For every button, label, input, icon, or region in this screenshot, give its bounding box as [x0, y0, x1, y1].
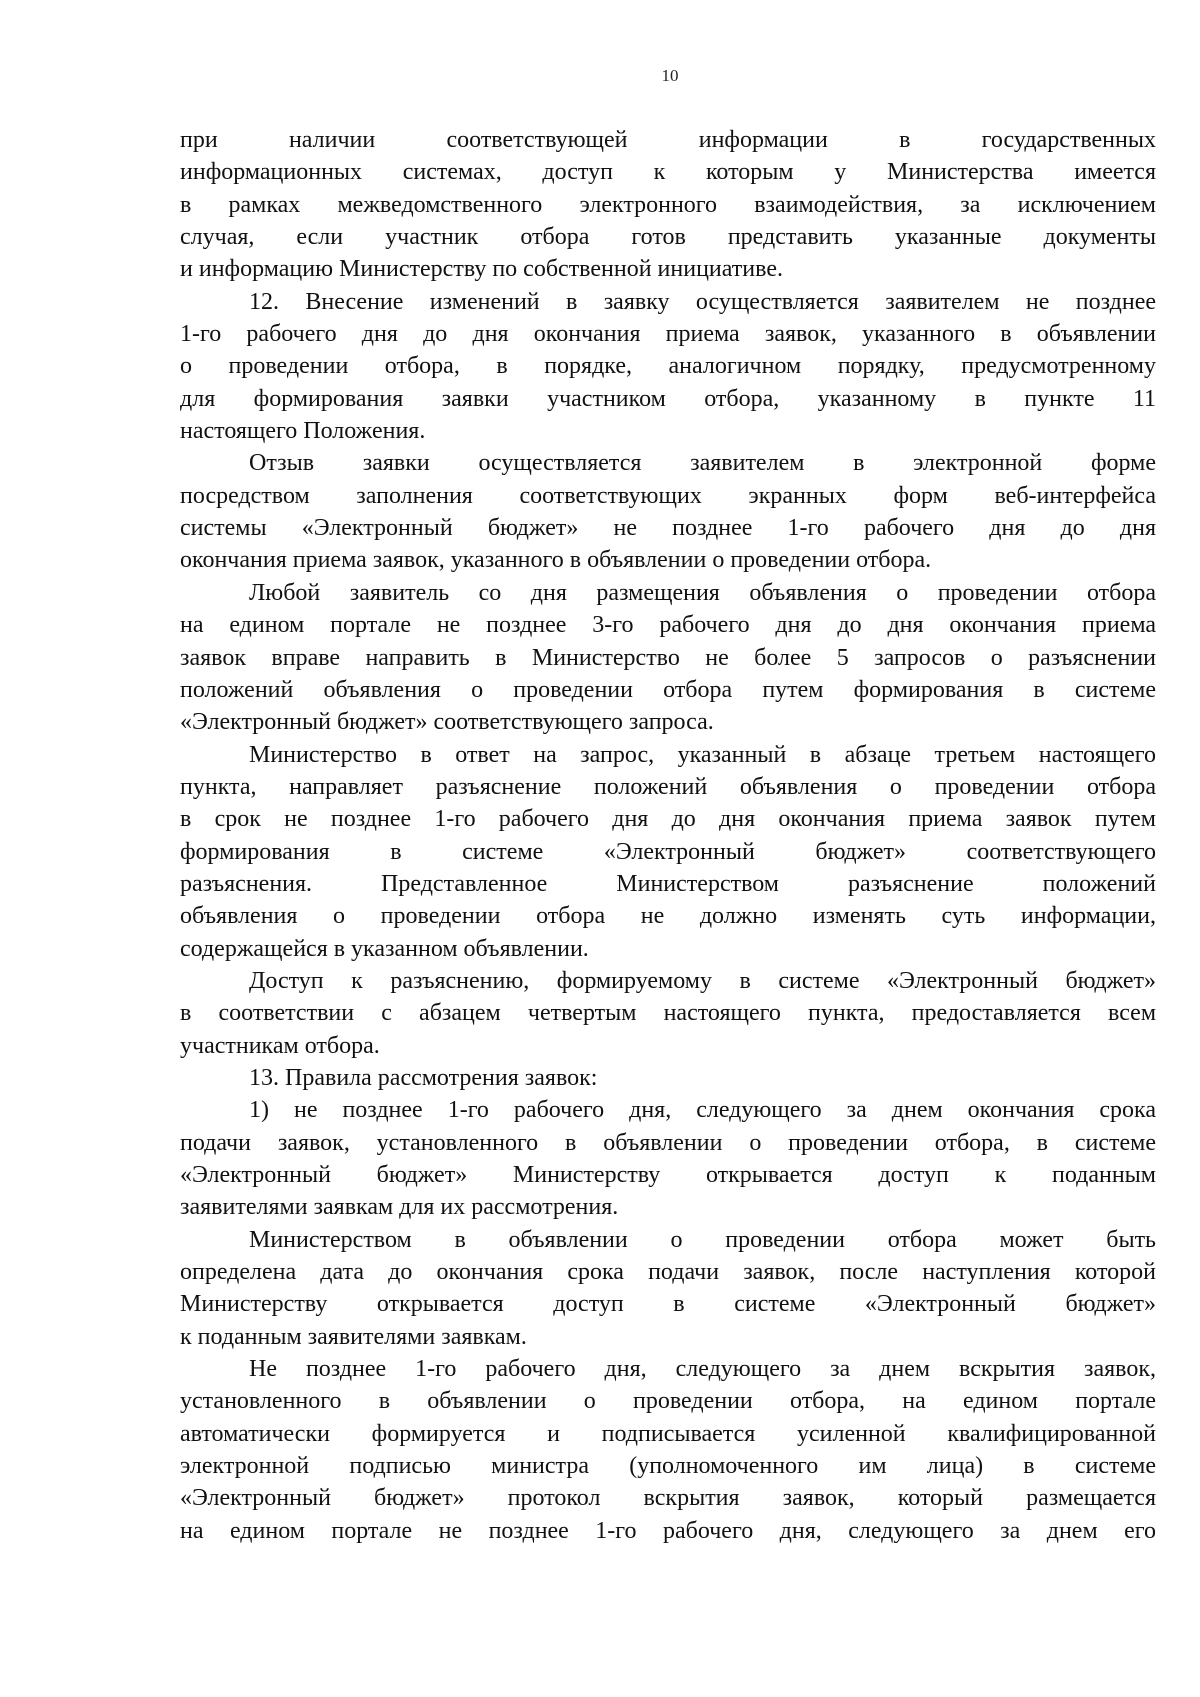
text-line: Не позднее 1-го рабочего дня, следующего за днем вскрытия заявок,: [249, 1356, 1156, 1383]
text-line: 13. Правила рассмотрения заявок:: [249, 1064, 598, 1091]
text-line: и информацию Министерству по собственной инициативе.: [180, 256, 783, 283]
text-line: в срок не позднее 1-го рабочего дня до дня окончания приема заявок путем: [180, 806, 1156, 833]
text-line: участникам отбора.: [180, 1032, 380, 1059]
text-line: положений объявления о проведении отбора путем формирования в системе: [180, 676, 1156, 703]
text-line: на едином портале не позднее 1-го рабочего дня, следующего за днем его: [180, 1517, 1156, 1544]
page-number: 10: [661, 66, 679, 85]
text-line: окончания приема заявок, указанного в объявлении о проведении отбора.: [180, 547, 932, 574]
text-line: «Электронный бюджет» протокол вскрытия заявок, который размещается: [180, 1485, 1156, 1512]
text-line: заявителями заявкам для их рассмотрения.: [180, 1194, 619, 1221]
text-line: пункта, направляет разъяснение положений объявления о проведении отбора: [180, 773, 1156, 800]
text-line: к поданным заявителями заявкам.: [180, 1323, 527, 1350]
text-line: при наличии соответствующей информации в государственных: [180, 127, 1156, 153]
text-line: электронной подписью министра (уполномоченного им лица) в системе: [180, 1453, 1156, 1480]
text-line: посредством заполнения соответствующих экранных форм веб-интерфейса: [180, 482, 1156, 509]
body-text: [180, 124, 1156, 1547]
text-line: в соответствии с абзацем четвертым настоящего пункта, предоставляется всем: [180, 1000, 1156, 1027]
text-line: подачи заявок, установленного в объявлении о проведении отбора, в системе: [180, 1129, 1156, 1156]
text-line: автоматически формируется и подписывается усиленной квалифицированной: [180, 1420, 1156, 1447]
text-line: «Электронный бюджет» Министерству открывается доступ к поданным: [180, 1162, 1156, 1188]
text-line: Любой заявитель со дня размещения объявления о проведении отбора: [249, 579, 1156, 606]
text-line: объявления о проведении отбора не должно изменять суть информации,: [180, 903, 1156, 930]
text-line: для формирования заявки участником отбора, указанному в пункте 11: [180, 385, 1156, 412]
text-line: Отзыв заявки осуществляется заявителем в электронной форме: [249, 450, 1156, 477]
text-line: 12. Внесение изменений в заявку осуществляется заявителем не позднее: [249, 288, 1156, 315]
text-line: Министерству открывается доступ в системе «Электронный бюджет»: [180, 1291, 1156, 1318]
text-line: Министерство в ответ на запрос, указанный в абзаце третьем настоящего: [249, 741, 1156, 768]
text-line: настоящего Положения.: [180, 418, 426, 445]
text-line: 1-го рабочего дня до дня окончания приема заявок, указанного в объявлении: [180, 321, 1156, 348]
text-line: заявок вправе направить в Министерство не более 5 запросов о разъяснении: [180, 644, 1156, 671]
text-line: в рамках межведомственного электронного взаимодействия, за исключением: [180, 191, 1156, 218]
text-line: системы «Электронный бюджет» не позднее 1-го рабочего дня до дня: [180, 515, 1156, 542]
text-line: определена дата до окончания срока подачи заявок, после наступления которой: [180, 1259, 1156, 1286]
text-line: на едином портале не позднее 3-го рабочего дня до дня окончания приема: [180, 612, 1156, 639]
text-line: содержащейся в указанном объявлении.: [180, 935, 589, 962]
text-line: «Электронный бюджет» соответствующего запроса.: [180, 709, 714, 736]
text-line: случая, если участник отбора готов представить указанные документы: [180, 224, 1156, 251]
text-line: разъяснения. Представленное Министерством разъяснение положений: [180, 870, 1156, 897]
text-line: Министерством в объявлении о проведении отбора может быть: [249, 1226, 1156, 1253]
text-line: о проведении отбора, в порядке, аналогичном порядку, предусмотренному: [180, 353, 1156, 380]
text-line: Доступ к разъяснению, формируемому в системе «Электронный бюджет»: [249, 967, 1156, 994]
text-line: информационных системах, доступ к которым у Министерства имеется: [180, 159, 1156, 186]
text-line: формирования в системе «Электронный бюджет» соответствующего: [180, 838, 1156, 865]
text-line: установленного в объявлении о проведении отбора, на едином портале: [180, 1388, 1156, 1415]
text-line: 1) не позднее 1-го рабочего дня, следующего за днем окончания срока: [249, 1097, 1156, 1124]
